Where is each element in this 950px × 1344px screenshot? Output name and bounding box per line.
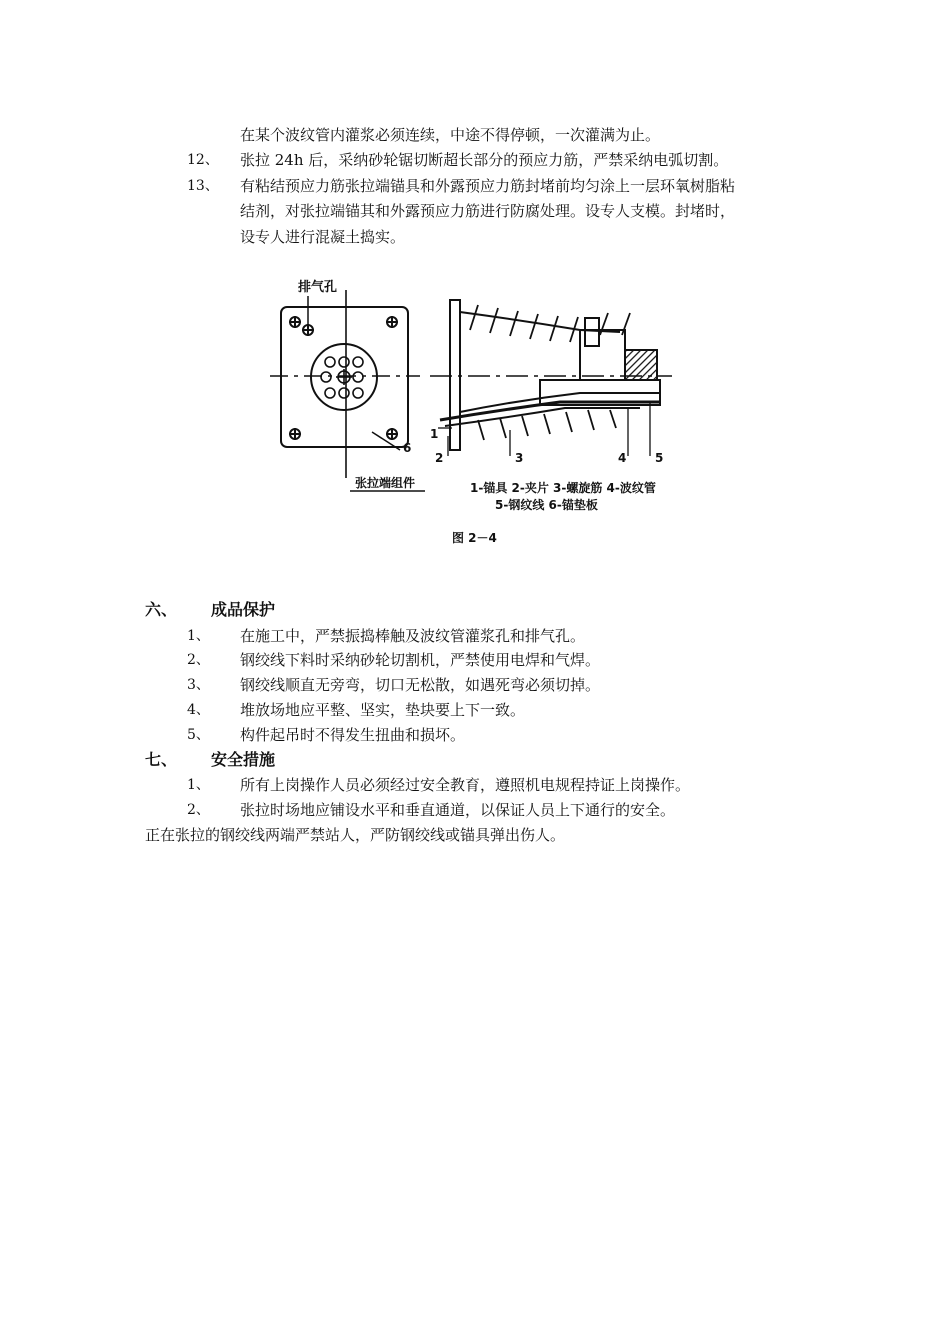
legend-line1: 1-锚具 2-夹片 3-螺旋筋 4-波纹管	[470, 481, 656, 495]
bolt-hole-icon	[386, 428, 398, 440]
callout-5: 5	[655, 451, 664, 465]
vent-hole-icon	[302, 296, 314, 336]
s6-item5-number: 5、	[187, 727, 210, 743]
bolt-hole-icon	[289, 316, 301, 328]
item11-continuation: 在某个波纹管内灌浆必须连续，中途不得停顿，一次灌满为止。	[240, 126, 661, 144]
s6-item3-text: 钢绞线顺直无旁弯，切口无松散，如遇死弯必须切掉。	[240, 676, 601, 694]
anchor-assembly-figure	[260, 270, 690, 555]
s6-item1-number: 1、	[187, 628, 210, 644]
item13-line2: 结剂，对张拉端锚其和外露预应力筋进行防腐处理。设专人支模。封堵时，	[240, 202, 736, 220]
callout-4: 4	[618, 451, 627, 465]
s7-item1-text: 所有上岗操作人员必须经过安全教育，遵照机电规程持证上岗操作。	[240, 776, 691, 794]
gripping-piece	[585, 318, 599, 346]
legend-line2: 5-钢纹线 6-锚垫板	[495, 498, 598, 512]
s6-item2-text: 钢绞线下料时采纳砂轮切割机，严禁使用电焊和气焊。	[240, 651, 601, 669]
strand-holes	[321, 357, 363, 398]
item13-line1: 有粘结预应力筋张拉端锚具和外露预应力筋封堵前均匀涂上一层环氧树脂粘	[240, 177, 736, 195]
assembly-label: 张拉端组件	[355, 476, 416, 490]
callout-3: 3	[515, 451, 524, 465]
s6-item5-text: 构件起吊时不得发生扭曲和损坏。	[240, 726, 466, 744]
section6-number: 六、	[145, 600, 178, 619]
s6-item1-text: 在施工中，严禁振捣棒触及波纹管灌浆孔和排气孔。	[240, 627, 586, 645]
callout-2: 2	[435, 451, 444, 465]
section6-title: 成品保护	[211, 600, 276, 619]
s7-item1-number: 1、	[187, 777, 210, 793]
callout-6: 6	[403, 441, 412, 455]
callout-1: 1	[430, 427, 439, 441]
s6-item2-number: 2、	[187, 652, 210, 668]
section7-number: 七、	[145, 750, 178, 769]
s7-tail-text: 正在张拉的钢绞线两端严禁站人，严防钢绞线或锚具弹出伤人。	[145, 826, 566, 844]
bolt-hole-icon	[386, 316, 398, 328]
s6-item3-number: 3、	[187, 677, 210, 693]
item12-number: 12、	[187, 152, 219, 168]
item13-number: 13、	[187, 178, 219, 194]
s7-item2-text: 张拉时场地应铺设水平和垂直通道，以保证人员上下通行的安全。	[240, 801, 676, 819]
vent-hole-label: 排气孔	[298, 280, 338, 295]
section7-title: 安全措施	[211, 750, 276, 769]
s6-item4-number: 4、	[187, 702, 210, 718]
bolt-hole-icon	[289, 428, 301, 440]
anchor-head	[580, 330, 625, 380]
item12-text: 张拉 24h 后，采纳砂轮锯切断超长部分的预应力筋，严禁采纳电弧切割。	[240, 151, 729, 169]
duct-block	[625, 350, 657, 380]
figure-caption: 图 2－4	[452, 531, 497, 545]
s6-item4-text: 堆放场地应平整、坚实，垫块要上下一致。	[240, 701, 526, 719]
s7-item2-number: 2、	[187, 802, 210, 818]
item13-line3: 设专人进行混凝土捣实。	[240, 228, 406, 246]
